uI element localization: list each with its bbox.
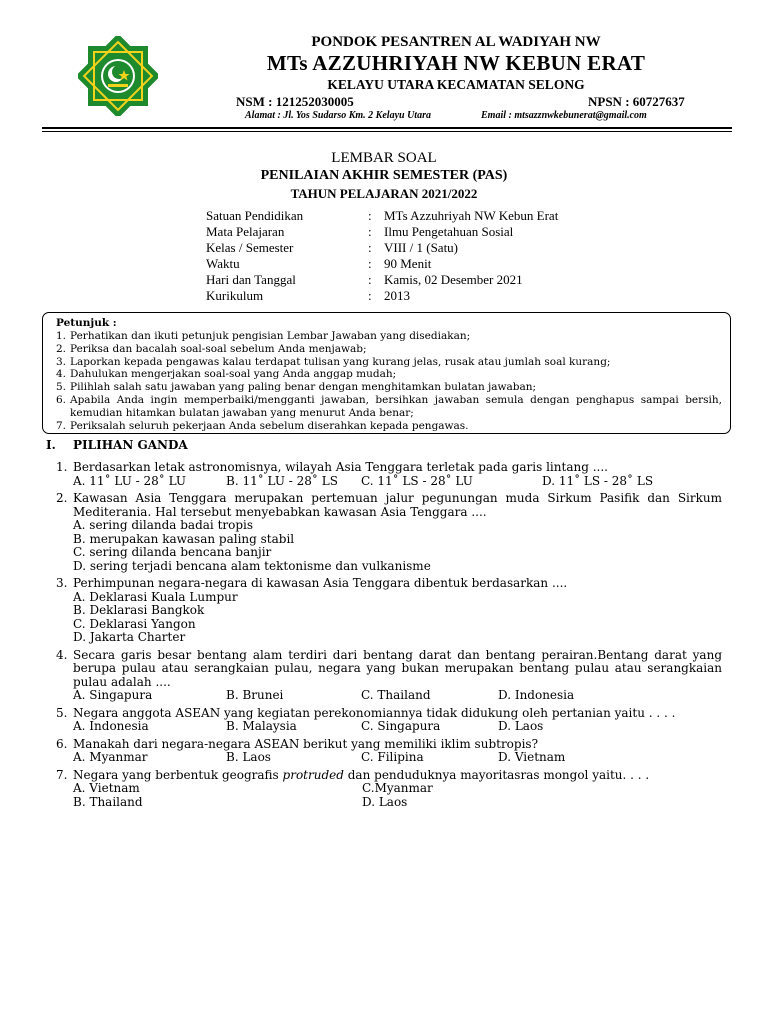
instruction-item	[56, 420, 730, 433]
info-label: Satuan Pendidikan	[206, 208, 304, 223]
option: C. Filipina	[361, 750, 424, 764]
instruction-number: 5.	[56, 381, 67, 394]
question	[56, 577, 722, 645]
school-location: KELAYU UTARA KECAMATAN SELONG	[327, 77, 585, 92]
question	[56, 461, 722, 488]
option: D. 11˚ LS - 28˚ LS	[542, 473, 654, 488]
option: B. Deklarasi Bangkok	[73, 603, 205, 617]
header-rule-thin	[42, 131, 732, 132]
doc-subtitle: PENILAIAN AKHIR SEMESTER (PAS)	[260, 168, 508, 183]
question-text: Perhimpunan negara-negara di kawasan Asia Tenggara dibentuk berdasarkan ....	[73, 576, 568, 590]
instruction-number: 4.	[56, 368, 67, 381]
option: B. Thailand	[73, 794, 143, 809]
option: B. Laos	[226, 750, 271, 764]
school-logo	[78, 36, 158, 116]
option: A. Myanmar	[73, 750, 148, 764]
instruction-item	[56, 394, 730, 420]
question-text-part: Negara yang berbentuk geografis	[73, 767, 283, 782]
instruction-text: Pilihlah salah satu jawaban yang paling benar dengan menghitamkan bulatan jawaban;	[70, 381, 537, 394]
question-text: Negara anggota ASEAN yang kegiatan perekonomiannya tidak didukung oleh pertanian yaitu . . . .	[73, 705, 676, 720]
instruction-number: 7.	[56, 419, 67, 432]
option: B. 11˚ LU - 28˚ LS	[226, 473, 338, 488]
instruction-item	[56, 381, 730, 394]
option: D. Vietnam	[498, 750, 566, 764]
instructions-title: Petunjuk :	[56, 317, 117, 329]
question-number: 5.	[56, 705, 68, 720]
instruction-number: 2.	[56, 342, 67, 355]
instruction-number: 1.	[56, 330, 67, 342]
question-text: Berdasarkan letak astronomisnya, wilayah Asia Tenggara terletak pada garis lintang ....	[73, 460, 608, 474]
option: D. Laos	[362, 794, 408, 809]
instruction-text: Perhatikan dan ikuti petunjuk pengisian Lembar Jawaban yang disediakan;	[70, 330, 471, 342]
instruction-item	[56, 330, 730, 343]
info-colon: :	[368, 256, 372, 271]
question-number: 2.	[56, 491, 68, 505]
instruction-text: Periksa dan bacalah soal-soal sebelum Anda menjawab;	[70, 342, 367, 355]
instruction-text: Dahulukan mengerjakan soal-soal yang Anda anggap mudah;	[70, 368, 397, 381]
instruction-item	[56, 356, 730, 369]
info-colon: :	[368, 208, 372, 223]
question-number: 4.	[56, 647, 68, 662]
question	[56, 738, 722, 765]
section-number: I.	[46, 438, 56, 452]
instruction-item	[56, 343, 730, 356]
question	[56, 649, 722, 703]
option: C. Deklarasi Yangon	[73, 616, 196, 631]
instruction-item	[56, 368, 730, 381]
email: Email : mtsazznwkebunerat@gmail.com	[481, 110, 647, 121]
option: D. Jakarta Charter	[73, 630, 186, 644]
option: D. sering terjadi bencana alam tektonisme dan vulkanisme	[73, 558, 431, 573]
header-line1: PONDOK PESANTREN AL WADIYAH NW	[311, 34, 601, 50]
doc-year: TAHUN PELAJARAN 2021/2022	[290, 186, 478, 201]
header-rule	[42, 127, 732, 129]
question-text	[73, 769, 722, 783]
option: A. sering dilanda badai tropis	[73, 518, 254, 532]
question-list	[56, 461, 722, 813]
info-label: Mata Pelajaran	[206, 224, 285, 239]
option: A. Singapura	[73, 688, 153, 702]
option: C. Thailand	[361, 688, 431, 702]
question-text: Secara garis besar bentang alam terdiri dari bentang darat dan bentang perairan.Bentang darat yang berupa pulau atau serangkaian pulau, negara yang bukan merupakan bentang pulau atau serangkaian pulau adalah ....	[73, 647, 722, 689]
info-colon: :	[368, 240, 372, 255]
option: A. 11˚ LU - 28˚ LU	[73, 473, 186, 488]
option: C.Myanmar	[362, 781, 433, 795]
info-value: 2013	[384, 288, 410, 303]
option: C. 11˚ LS - 28˚ LU	[361, 473, 473, 488]
question	[56, 707, 722, 734]
address: Alamat : Jl. Yos Sudarso Km. 2 Kelayu Utara	[245, 110, 431, 121]
question-number: 6.	[56, 736, 68, 751]
option: C. sering dilanda bencana banjir	[73, 545, 272, 559]
option: B. merupakan kawasan paling stabil	[73, 531, 295, 546]
info-value: VIII / 1 (Satu)	[384, 240, 459, 255]
instruction-text: Laporkan kepada pengawas kalau terdapat tulisan yang kurang jelas, rusak atau jumlah soal kurang;	[70, 355, 611, 368]
instruction-number: 6.	[56, 393, 67, 406]
question-text-emphasis: protruded	[282, 767, 344, 782]
info-value: Ilmu Pengetahuan Sosial	[384, 224, 514, 239]
instruction-text: Periksalah seluruh pekerjaan Anda sebelum diserahkan kepada pengawas.	[70, 419, 469, 432]
question-number: 7.	[56, 767, 68, 782]
section-heading	[46, 438, 188, 452]
npsn: NPSN : 60727637	[588, 94, 685, 109]
info-colon: :	[368, 288, 372, 303]
option: D. Laos	[498, 719, 544, 733]
info-label: Waktu	[206, 256, 240, 271]
option: C. Singapura	[361, 719, 441, 733]
nsm: NSM : 121252030005	[236, 94, 354, 109]
question-text-part: dan penduduknya mayoritasras mongol yaitu. . . .	[343, 767, 650, 782]
info-value: MTs Azzuhriyah NW Kebun Erat	[384, 208, 559, 223]
option: D. Indonesia	[498, 688, 575, 702]
question-number: 1.	[56, 460, 68, 474]
question-text: Kawasan Asia Tenggara merupakan pertemuan jalur pegunungan muda Sirkum Pasifik dan Sirkum Mediterania. Hal tersebut menyebabkan kawasan Asia Tenggara ....	[73, 491, 722, 519]
question-text: Manakah dari negara-negara ASEAN berikut yang memiliki iklim subtropis?	[73, 736, 539, 751]
question-number: 3.	[56, 576, 68, 590]
option: A. Deklarasi Kuala Lumpur	[73, 589, 238, 604]
option: A. Vietnam	[73, 781, 140, 795]
instruction-text: Apabila Anda ingin memperbaiki/mengganti jawaban, bersihkan jawaban semula dengan penghapus sampai bersih, kemudian hitamkan bulatan jawaban yang menurut Anda benar;	[70, 393, 722, 419]
info-value: Kamis, 02 Desember 2021	[384, 272, 523, 287]
option: B. Malaysia	[226, 719, 297, 733]
school-name: MTs AZZUHRIYAH NW KEBUN ERAT	[266, 51, 646, 75]
info-value: 90 Menit	[384, 256, 432, 271]
info-label: Kurikulum	[206, 288, 264, 303]
section-title: PILIHAN GANDA	[73, 438, 188, 452]
instruction-number: 3.	[56, 355, 67, 368]
info-colon: :	[368, 224, 372, 239]
question	[56, 769, 722, 810]
info-label: Kelas / Semester	[206, 240, 294, 255]
info-label: Hari dan Tanggal	[206, 272, 296, 287]
question	[56, 492, 722, 573]
option: A. Indonesia	[73, 719, 149, 733]
instructions-box	[42, 312, 731, 434]
info-colon: :	[368, 272, 372, 287]
doc-title: LEMBAR SOAL	[331, 150, 437, 166]
option: B. Brunei	[226, 688, 284, 702]
